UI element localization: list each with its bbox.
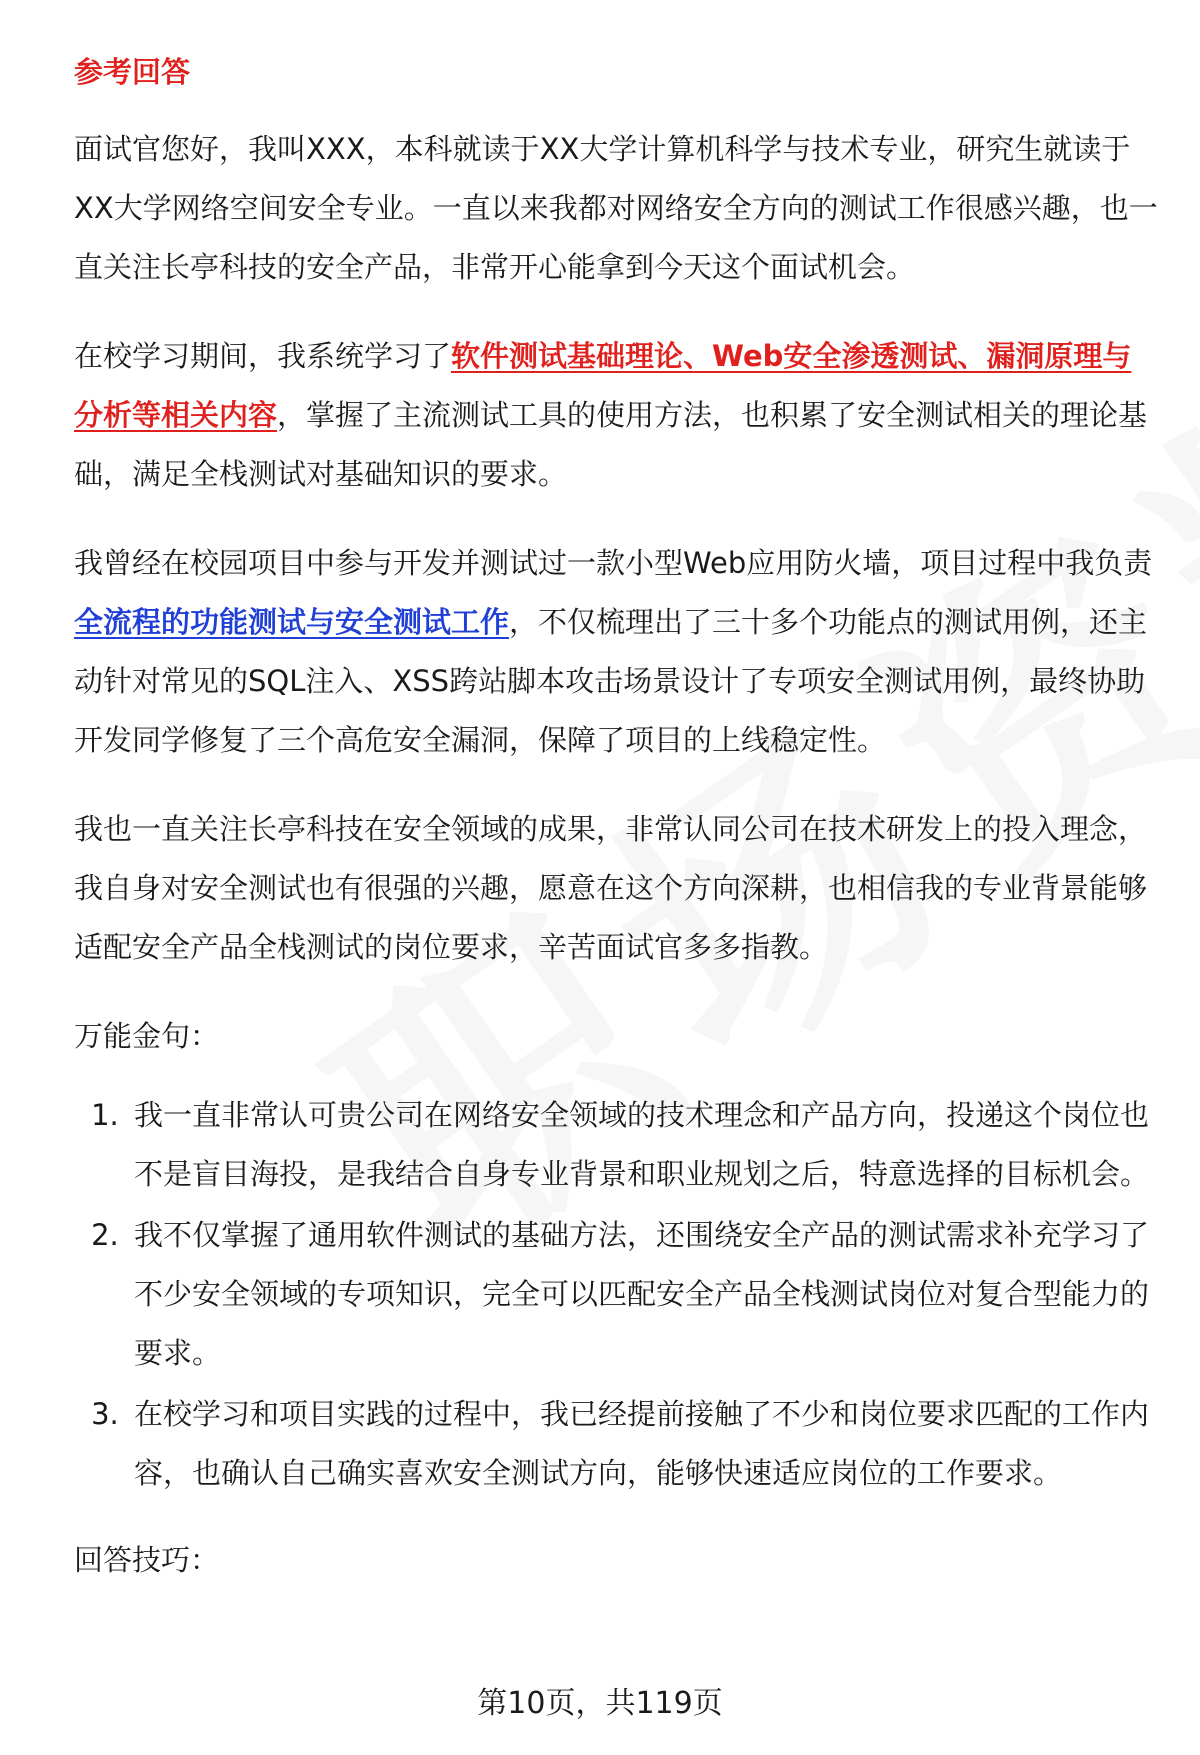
study-text-after: ，掌握了主流测试工具的使用方法，也积累了安全测试相关的理论基础，满足全栈测试对基础知识的要求。	[74, 398, 1148, 491]
project-text-after: ，不仅梳理出了三十多个功能点的测试用例，还主动针对常见的SQL注入、XSS跨站脚本攻击场景设计了专项安全测试用例，最终协助开发同学修复了三个高危安全漏洞，保障了项目的上线稳定性。	[74, 605, 1148, 757]
study-text-before: 在校学习期间，我系统学习了	[74, 339, 452, 373]
golden-sentences-list	[74, 1086, 1159, 1503]
golden-sentences-label: 万能金句：	[74, 1019, 220, 1053]
project-highlight: 全流程的功能测试与安全测试工作	[74, 605, 510, 639]
list-item: 3. 在校学习和项目实践的过程中，我已经提前接触了不少和岗位要求匹配的工作内容，也确认自己确实喜欢安全测试方向，能够快速适应岗位的工作要求。	[128, 1385, 1159, 1503]
project-paragraph	[74, 534, 1159, 770]
list-item: 2. 我不仅掌握了通用软件测试的基础方法，还围绕安全产品的测试需求补充学习了不少安全领域的专项知识，完全可以匹配安全产品全栈测试岗位对复合型能力的要求。	[128, 1206, 1159, 1383]
list-item: 1. 我一直非常认可贵公司在网络安全领域的技术理念和产品方向，投递这个岗位也不是盲目海投，是我结合自身专业背景和职业规划之后，特意选择的目标机会。	[128, 1086, 1159, 1204]
answer-tips-label: 回答技巧：	[74, 1543, 220, 1577]
project-text-before: 我曾经在校园项目中参与开发并测试过一款小型Web应用防火墙，项目过程中我负责	[74, 546, 1153, 580]
section-heading: 参考回答	[74, 55, 191, 89]
intro-paragraph: 面试官您好，我叫XXX，本科就读于XX大学计算机科学与技术专业，研究生就读于XX大学网络空间安全专业。一直以来我都对网络安全方向的测试工作很感兴趣，也一直关注长亭科技的安全产品，非常开心能拿到今天这个面试机会。	[74, 132, 1158, 284]
page-number: 第10页，共119页	[477, 1686, 723, 1721]
closing-paragraph: 我也一直关注长亭科技在安全领域的成果，非常认同公司在技术研发上的投入理念，我自身对安全测试也有很强的兴趣，愿意在这个方向深耕，也相信我的专业背景能够适配安全产品全栈测试的岗位要求，辛苦面试官多多指教。	[74, 812, 1148, 964]
study-highlight: 软件测试基础理论、Web安全渗透测试、漏洞原理与分析等相关内容	[74, 339, 1132, 432]
study-paragraph	[74, 327, 1159, 504]
document-body	[74, 52, 1159, 1610]
